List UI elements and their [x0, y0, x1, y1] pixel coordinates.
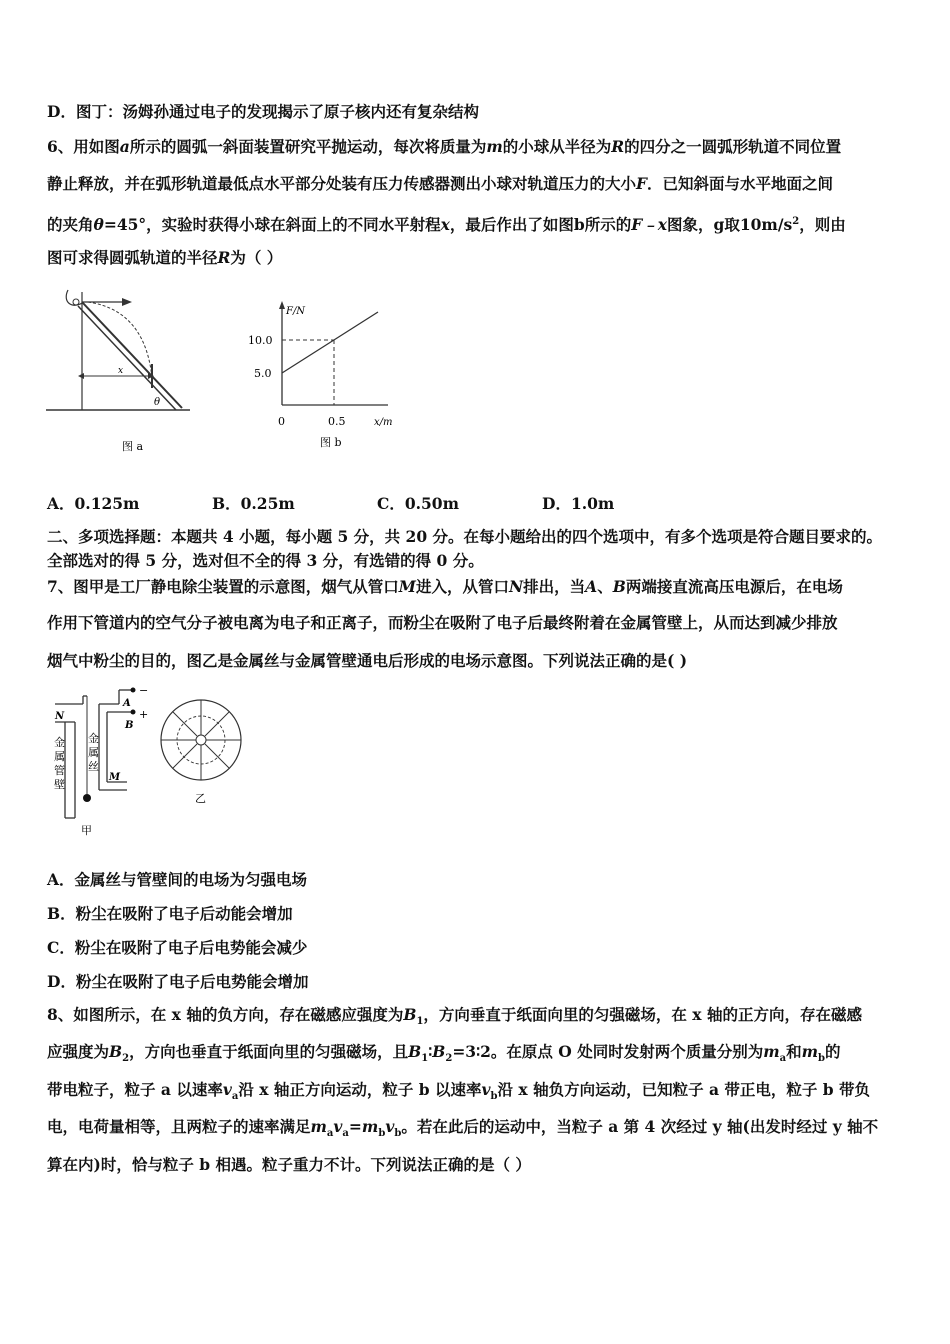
q8-line3: 带电粒子，粒子 a 以速率$v_a$沿 x 轴正方向运动，粒子 b 以速率$v_b$沿 x 轴负方向运动，已知粒子 a 带正电，粒子 b 带负: [47, 1080, 871, 1103]
section2-heading-line1: 二、多项选择题：本题共 4 小题，每小题 5 分，共 20 分。在每小题给出的四个选项中，有多个选项是符合题目要求的。: [47, 527, 883, 546]
x-axis-label: x/m: [374, 417, 393, 428]
wall-char-2: 属: [54, 750, 65, 763]
tick-x-05: 0.5: [328, 415, 346, 428]
label-m: M: [109, 772, 121, 783]
jia-caption: 甲: [81, 824, 92, 837]
x-label: x: [118, 366, 124, 376]
theta-label: θ: [154, 397, 161, 408]
label-a: A: [123, 698, 131, 709]
q7-line3: 烟气中粉尘的目的，图乙是金属丝与金属管壁通电后形成的电场示意图。下列说法正确的是( ): [47, 651, 688, 670]
q7-option-a[interactable]: A．金属丝与管壁间的电场为匀强电场: [47, 870, 308, 889]
yi-caption: 乙: [195, 792, 206, 805]
q6-option-d[interactable]: D．1.0m: [542, 494, 615, 513]
q7-line1: 7、图甲是工厂静电除尘装置的示意图，烟气从管口M进入，从管口N排出，当A、B两端接直流高压电源后，在电场: [47, 577, 843, 596]
y-axis-label: F/N: [286, 306, 306, 317]
tick-x-0: 0: [278, 415, 285, 428]
wire-char-1: 金: [88, 732, 99, 745]
weight: [83, 794, 91, 802]
q6-line3: 的夹角θ=45°，实验时获得小球在斜面上的不同水平射程x，最后作出了如图b所示的F﹣x图象，g取$10m/s^2$，则由: [47, 215, 846, 235]
label-b: B: [125, 720, 134, 731]
figure-a-incline-apparatus: [40, 280, 200, 455]
arrow-head: [122, 298, 132, 306]
q8-line1: 8、如图所示，在 x 轴的负方向，存在磁感应强度为$B_1$，方向垂直于纸面向里的匀强磁场，在 x 轴的正方向，存在磁感: [47, 1005, 862, 1028]
q7-line2: 作用下管道内的空气分子被电离为电子和正离子，而粉尘在吸附了电子后最终附着在金属管壁上，从而达到减少排放: [47, 613, 838, 632]
center-wire: [196, 735, 206, 745]
wall-char-4: 壁: [54, 778, 65, 791]
q8-line2: 应强度为$B_2$，方向也垂直于纸面向里的匀强磁场，且$B_1∶B_2=3∶2$。在原点 O 处同时发射两个质量分别为$m_a$和$m_b$的: [47, 1042, 841, 1065]
q7-option-b[interactable]: B．粉尘在吸附了电子后动能会增加: [47, 904, 293, 923]
field-lines: [161, 700, 241, 780]
fig-b-caption: 图 b: [320, 436, 342, 449]
fig-a-caption: 图 a: [122, 440, 144, 453]
label-plus: +: [139, 708, 149, 721]
q7-option-d[interactable]: D．粉尘在吸附了电子后电势能会增加: [47, 972, 309, 991]
q6-option-a[interactable]: A．0.125m: [47, 494, 140, 513]
label-minus: −: [139, 684, 149, 697]
label-n: N: [55, 711, 65, 722]
q6-option-b[interactable]: B．0.25m: [212, 494, 295, 513]
terminal-a: [131, 688, 136, 693]
wall-char-1: 金: [54, 736, 65, 749]
section2-heading-line2: 全部选对的得 5 分，选对但不全的得 3 分，有选错的得 0 分。: [47, 551, 484, 570]
q8-line5: 算在内)时，恰与粒子 b 相遇。粒子重力不计。下列说法正确的是（ ）: [47, 1155, 531, 1174]
prev-option-d: D．图丁：汤姆孙通过电子的发现揭示了原子核内还有复杂结构: [47, 102, 479, 121]
figure-jia-dust-collector: [45, 682, 155, 840]
terminal-b: [131, 710, 136, 715]
ball: [73, 299, 79, 305]
tick-y-5: 5.0: [254, 367, 272, 380]
q6-line4: 图可求得圆弧轨道的半径R为（ ）: [47, 248, 283, 267]
incline-line-1: [82, 302, 182, 408]
arc-track: [66, 290, 84, 305]
q6-option-c[interactable]: C．0.50m: [377, 494, 459, 513]
x-arrow-left: [78, 373, 84, 379]
y-axis-arrow: [279, 301, 285, 309]
q6-line1: 6、用如图a所示的圆弧一斜面装置研究平抛运动，每次将质量为m的小球从半径为R的四分之一圆弧形轨道不同位置: [47, 137, 842, 156]
q8-line4: 电，电荷量相等，且两粒子的速率满足$m_av_a=m_bv_b$。若在此后的运动中，当粒子 a 第 4 次经过 y 轴(出发时经过 y 轴不: [47, 1117, 879, 1140]
q7-option-c[interactable]: C．粉尘在吸附了电子后电势能会减少: [47, 938, 308, 957]
wire-char-2: 属: [88, 746, 99, 759]
figure-b-f-x-graph: [240, 300, 400, 455]
figure-yi-radial-field: [155, 696, 247, 808]
graph-line: [282, 312, 378, 373]
q6-line2: 静止释放，并在弧形轨道最低点水平部分处装有压力传感器测出小球对轨道压力的大小F．已知斜面与水平地面之间: [47, 174, 834, 193]
incline-line-2: [78, 306, 176, 410]
tick-y-10: 10.0: [248, 334, 273, 347]
wire-char-3: 丝: [88, 760, 99, 773]
wall-char-3: 管: [54, 764, 65, 777]
